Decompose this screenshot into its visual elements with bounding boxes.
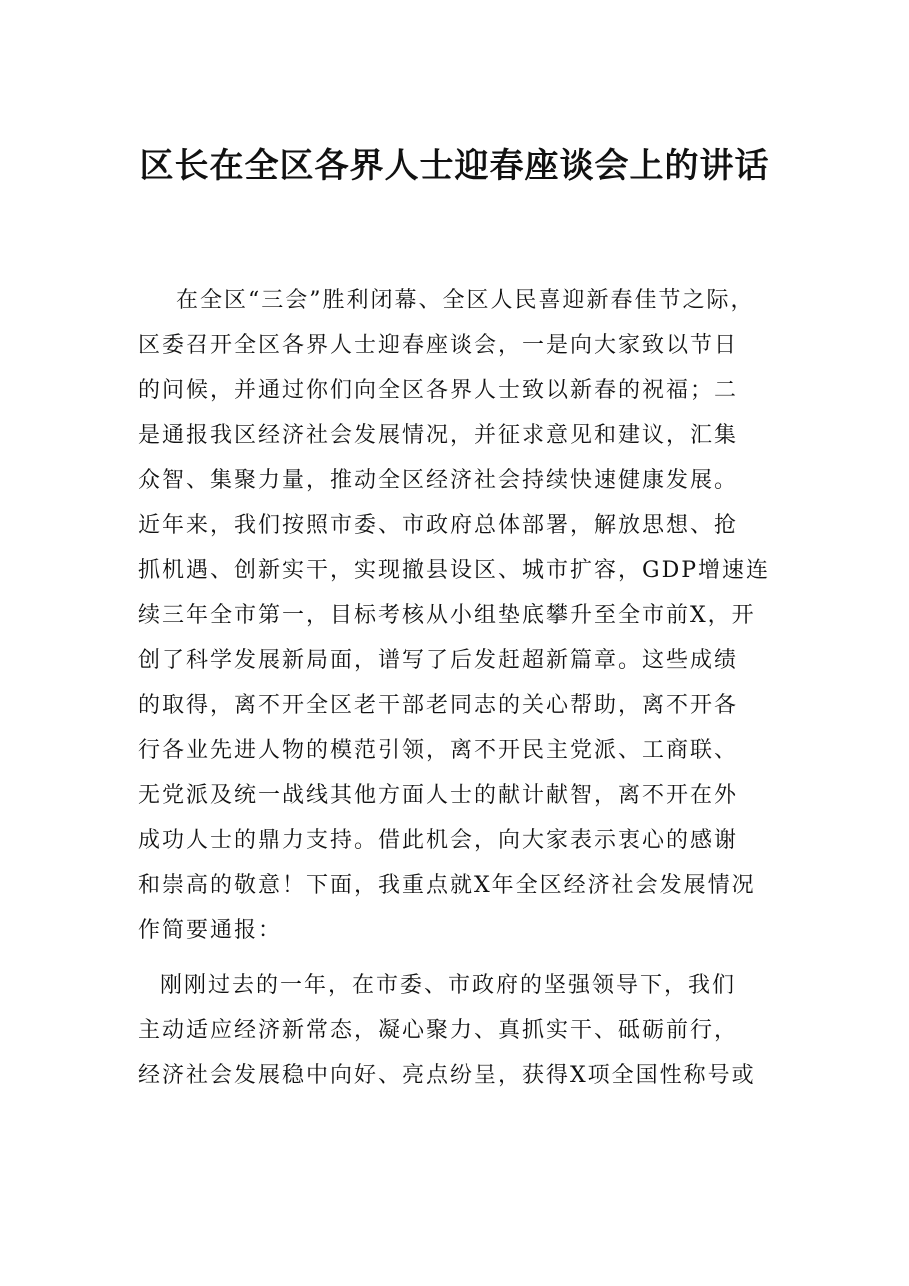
text-line: 刚刚过去的一年，在市委、市政府的坚强领导下，我们 <box>160 973 737 998</box>
text-line: 作简要通报： <box>138 918 283 943</box>
text-line: 的取得，离不开全区老干部老同志的关心帮助，离不开各 <box>138 693 739 718</box>
text-line: 续三年全市第一，目标考核从小组垫底攀升至全市前X，开 <box>138 603 756 628</box>
text-line: 成功人士的鼎力支持。借此机会，向大家表示衷心的感谢 <box>138 828 739 853</box>
text-line: 近年来，我们按照市委、市政府总体部署，解放思想、抢 <box>138 513 739 538</box>
text-line: 的问候，并通过你们向全区各界人士致以新春的祝福；二 <box>138 378 739 403</box>
text-line: 创了科学发展新局面，谱写了后发赶超新篇章。这些成绩 <box>138 648 739 673</box>
text-line: 在全区“三会”胜利闭幕、全区人民喜迎新春佳节之际， <box>176 288 755 313</box>
text-line: 众智、集聚力量，推动全区经济社会持续快速健康发展。 <box>138 468 739 493</box>
text-line: 行各业先进人物的模范引领，离不开民主党派、工商联、 <box>138 738 739 763</box>
text-line: 主动适应经济新常态，凝心聚力、真抓实干、砥砺前行， <box>138 1018 739 1043</box>
text-line: 无党派及统一战线其他方面人士的献计献智，离不开在外 <box>138 783 739 808</box>
text-line: 区委召开全区各界人士迎春座谈会，一是向大家致以节日 <box>138 333 739 358</box>
paragraph-2 <box>138 963 778 1098</box>
document-body <box>138 278 778 1098</box>
paragraph-spacer <box>138 953 778 963</box>
paragraph-1 <box>138 278 778 953</box>
text-line: 是通报我区经济社会发展情况，并征求意见和建议，汇集 <box>138 423 739 448</box>
text-line: 和崇高的敬意！下面，我重点就X年全区经济社会发展情况 <box>138 873 756 898</box>
text-line: 经济社会发展稳中向好、亮点纷呈，获得X项全国性称号或 <box>138 1063 756 1088</box>
text-line: 抓机遇、创新实干，实现撤县设区、城市扩容，GDP增速连 <box>138 558 771 583</box>
document-title: 区长在全区各界人士迎春座谈会上的讲话 <box>139 146 770 186</box>
